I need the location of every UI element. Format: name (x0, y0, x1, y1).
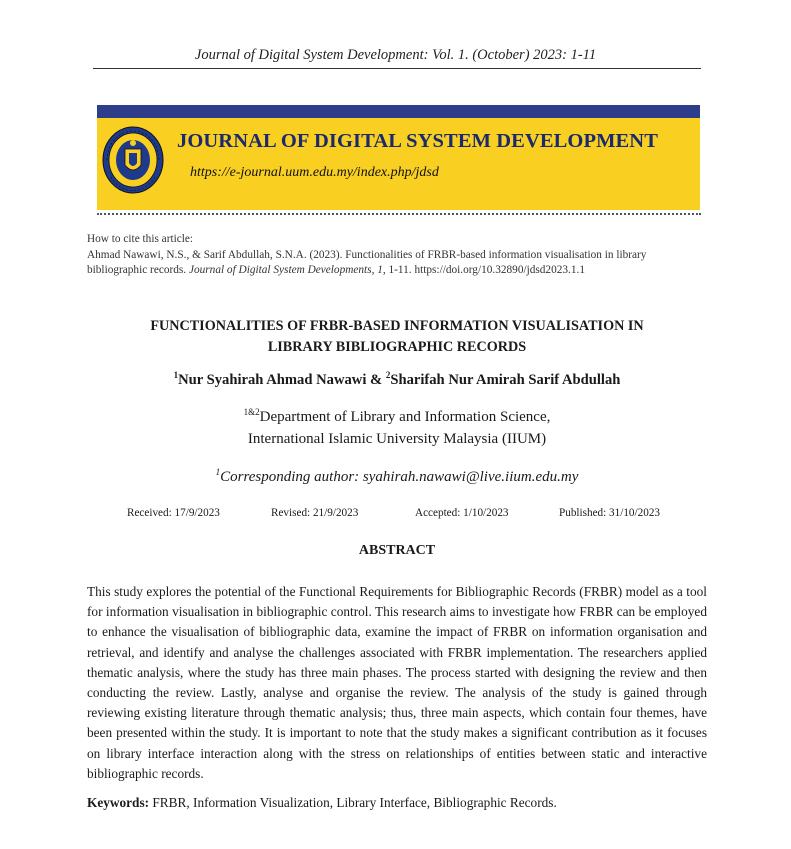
date-accepted: Accepted: 1/10/2023 (415, 507, 509, 519)
university-logo (101, 125, 165, 195)
header-rule (93, 68, 701, 69)
citation-journal: Journal of Digital System Developments, 1 (188, 264, 383, 276)
affiliation: $^{1\&2}$Department of Library and Information Science, International Islamic University Malaysia (IIUM) (243, 407, 551, 447)
citation-label: How to cite this article: (87, 233, 194, 245)
citation-line: Ahmad Nawawi, N.S., & Sarif Abdullah, S.N.A. (2023). Functionalities of FRBR-based information visualisation in library (87, 248, 647, 261)
keywords-list: FRBR, Information Visualization, Library Interface, Bibliographic Records. (149, 795, 557, 810)
citation-block (87, 232, 707, 279)
abstract-heading: ABSTRACT (358, 543, 436, 558)
citation-doi-link[interactable]: , 1-11. https://doi.org/10.32890/jdsd2023.1.1 (382, 264, 585, 276)
date-published: Published: 31/10/2023 (559, 507, 661, 519)
author-2: Sharifah Nur Amirah Sarif Abdullah (390, 371, 621, 388)
date-received: Received: 17/9/2023 (127, 507, 220, 519)
journal-url-link[interactable]: https://e-journal.uum.edu.my/index.php/jdsd (190, 165, 439, 180)
journal-title: JOURNAL OF DIGITAL SYSTEM DEVELOPMENT (177, 130, 658, 152)
paper-title: FUNCTIONALITIES OF FRBR-BASED INFORMATION VISUALISATION IN LIBRARY BIBLIOGRAPHIC RECORDS (150, 318, 644, 355)
citation-line: bibliographic records. Journal of Digital System Developments, 1, 1-11. https://doi.org/10.32890/jdsd2023.1.1 (87, 264, 585, 276)
keywords (87, 795, 707, 811)
keywords-label: Keywords: (87, 795, 150, 810)
authors: $^1$Nur Syahirah Ahmad Nawawi & $^2$Sharifah Nur Amirah Sarif Abdullah (173, 370, 621, 388)
running-head: Journal of Digital System Development: Vol. 1. (October) 2023: 1-11 (194, 47, 597, 63)
banner-top-bar (97, 105, 700, 118)
corresponding-author: $^1$Corresponding author: syahirah.nawawi@live.iium.edu.my (215, 467, 579, 485)
abstract-body: This study explores the potential of the Functional Requirements for Bibliographic Records (FRBR) model as a tool for information visualisation in bibliographic control. This research aims to investigate how FRBR can be employed to enhance the visualisation of bibliographic data, examine the impact of FRBR on information organisation and retrieval, and identify and analyse the challenges associated with FRBR implementation. The researchers applied thematic analysis, where the study has three main phases. The process started with designing the review and then conducting the review. Lastly, analyse and organise the review. The analysis of the study is gained through reviewing existing literature through thematic analysis; thus, three main aspects, which contain four themes, have been presented within the study. It is important to note that the study makes a significant contribution as it focuses on library interface interaction along with the stress on relationships of entities between static and interactive bibliographic records. (87, 584, 707, 781)
date-revised: Revised: 21/9/2023 (271, 507, 359, 519)
author-1: Nur Syahirah Ahmad Nawawi & (178, 371, 386, 388)
dotted-separator (97, 213, 701, 215)
